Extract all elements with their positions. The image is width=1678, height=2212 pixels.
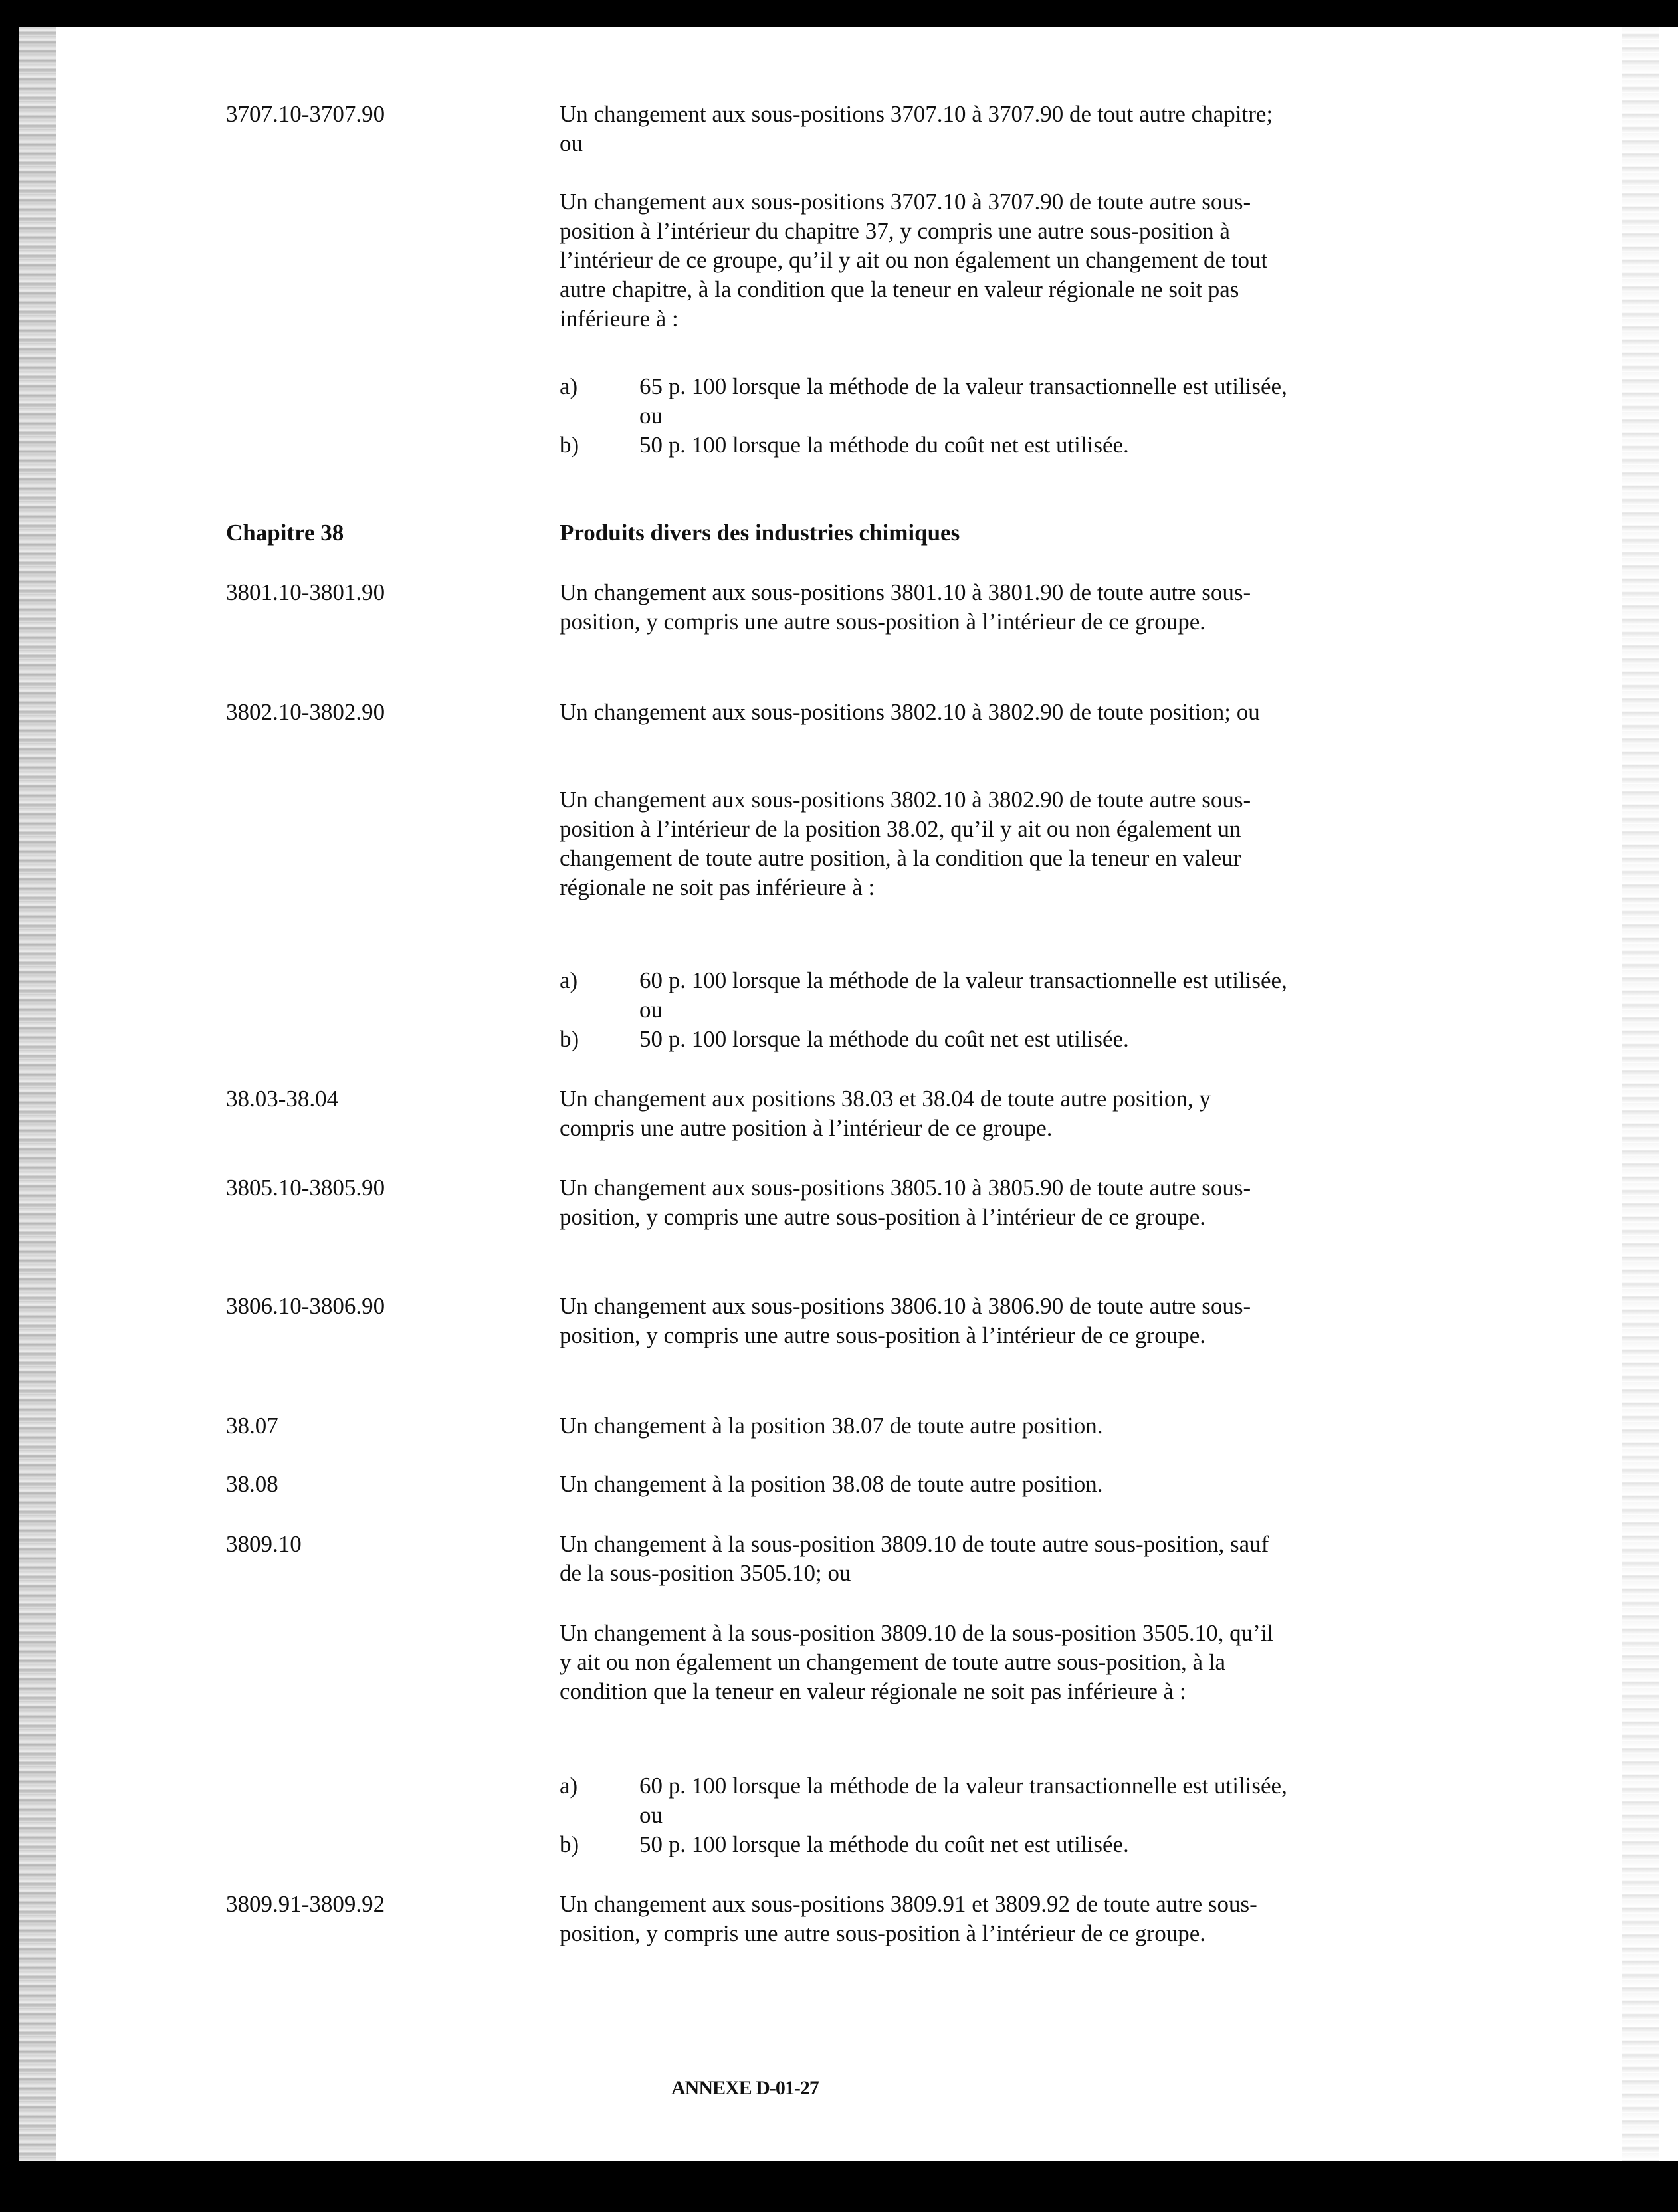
- tariff-code: 3809.10: [226, 1531, 302, 1557]
- tariff-code: 38.08: [226, 1471, 278, 1497]
- item-text: 50 p. 100 lorsque la méthode du coût net est utilisée.: [639, 1831, 1129, 1857]
- tariff-code: 3809.91-3809.92: [226, 1891, 385, 1917]
- rule-paragraph: Un changement aux sous-positions 3806.10 à 3806.90 de toute autre sous-position, y compris une autre sous-position à l’intérieur de ce groupe.: [560, 1293, 1251, 1348]
- item-label: a): [560, 967, 578, 993]
- rule-paragraph: Un changement aux sous-positions 3805.10 à 3805.90 de toute autre sous-position, y compris une autre sous-position à l’intérieur de ce groupe.: [560, 1175, 1251, 1230]
- rule-paragraph: Un changement aux sous-positions 3707.10 à 3707.90 de toute autre sous-position à l’intérieur du chapitre 37, y compris une autre sous-position à l’intérieur de ce groupe, qu’il y ait ou non également un changement de tout autre chapitre, à la condition que la teneur en valeur régionale ne soit pas inférieure à :: [560, 189, 1268, 332]
- rule-paragraph: Un changement aux positions 38.03 et 38.04 de toute autre position, y compris une autre position à l’intérieur de ce groupe.: [560, 1086, 1211, 1141]
- page-footer: ANNEXE D-01-27: [671, 2077, 819, 2099]
- tariff-code: 3802.10-3802.90: [226, 699, 385, 725]
- rule-paragraph: Un changement aux sous-positions 3801.10 à 3801.90 de toute autre sous-position, y compris une autre sous-position à l’intérieur de ce groupe.: [560, 579, 1251, 635]
- tariff-code: 38.07: [226, 1413, 278, 1439]
- item-label: b): [560, 432, 579, 458]
- rule-paragraph: Un changement aux sous-positions 3809.91 et 3809.92 de toute autre sous-position, y compris une autre sous-position à l’intérieur de ce groupe.: [560, 1891, 1257, 1946]
- rule-paragraph: Un changement à la sous-position 3809.10 de la sous-position 3505.10, qu’il y ait ou non également un changement de toute autre sous-position, à la condition que la teneur en valeur régionale ne soit pas inférieure à :: [560, 1620, 1274, 1704]
- rule-paragraph: Un changement aux sous-positions 3802.10 à 3802.90 de toute position; ou: [560, 699, 1260, 725]
- tariff-code: 3806.10-3806.90: [226, 1293, 385, 1319]
- item-text: 65 p. 100 lorsque la méthode de la valeur transactionnelle est utilisée, ou: [639, 373, 1287, 429]
- tariff-code: 3805.10-3805.90: [226, 1175, 385, 1201]
- tariff-code: 38.03-38.04: [226, 1086, 339, 1112]
- tariff-code: 3707.10-3707.90: [226, 101, 385, 127]
- item-label: b): [560, 1831, 579, 1857]
- item-text: 50 p. 100 lorsque la méthode du coût net est utilisée.: [639, 432, 1129, 458]
- item-label: a): [560, 373, 578, 399]
- rule-paragraph: Un changement aux sous-positions 3802.10 à 3802.90 de toute autre sous-position à l’intérieur de la position 38.02, qu’il y ait ou non également un changement de toute autre position, à la condition que la teneur en valeur régionale ne soit pas inférieure à :: [560, 787, 1251, 900]
- chapter-heading: Chapitre 38: [226, 520, 344, 546]
- tariff-code: 3801.10-3801.90: [226, 579, 385, 605]
- rule-paragraph: Un changement aux sous-positions 3707.10 à 3707.90 de tout autre chapitre; ou: [560, 101, 1273, 156]
- item-text: 50 p. 100 lorsque la méthode du coût net est utilisée.: [639, 1026, 1129, 1052]
- item-label: b): [560, 1026, 579, 1052]
- item-text: 60 p. 100 lorsque la méthode de la valeur transactionnelle est utilisée, ou: [639, 967, 1287, 1023]
- rule-paragraph: Un changement à la position 38.07 de toute autre position.: [560, 1413, 1103, 1439]
- rule-paragraph: Un changement à la sous-position 3809.10 de toute autre sous-position, sauf de la sous-position 3505.10; ou: [560, 1531, 1269, 1586]
- chapter-title: Produits divers des industries chimiques: [560, 520, 960, 546]
- item-text: 60 p. 100 lorsque la méthode de la valeur transactionnelle est utilisée, ou: [639, 1773, 1287, 1828]
- rule-paragraph: Un changement à la position 38.08 de toute autre position.: [560, 1471, 1103, 1497]
- item-label: a): [560, 1773, 578, 1799]
